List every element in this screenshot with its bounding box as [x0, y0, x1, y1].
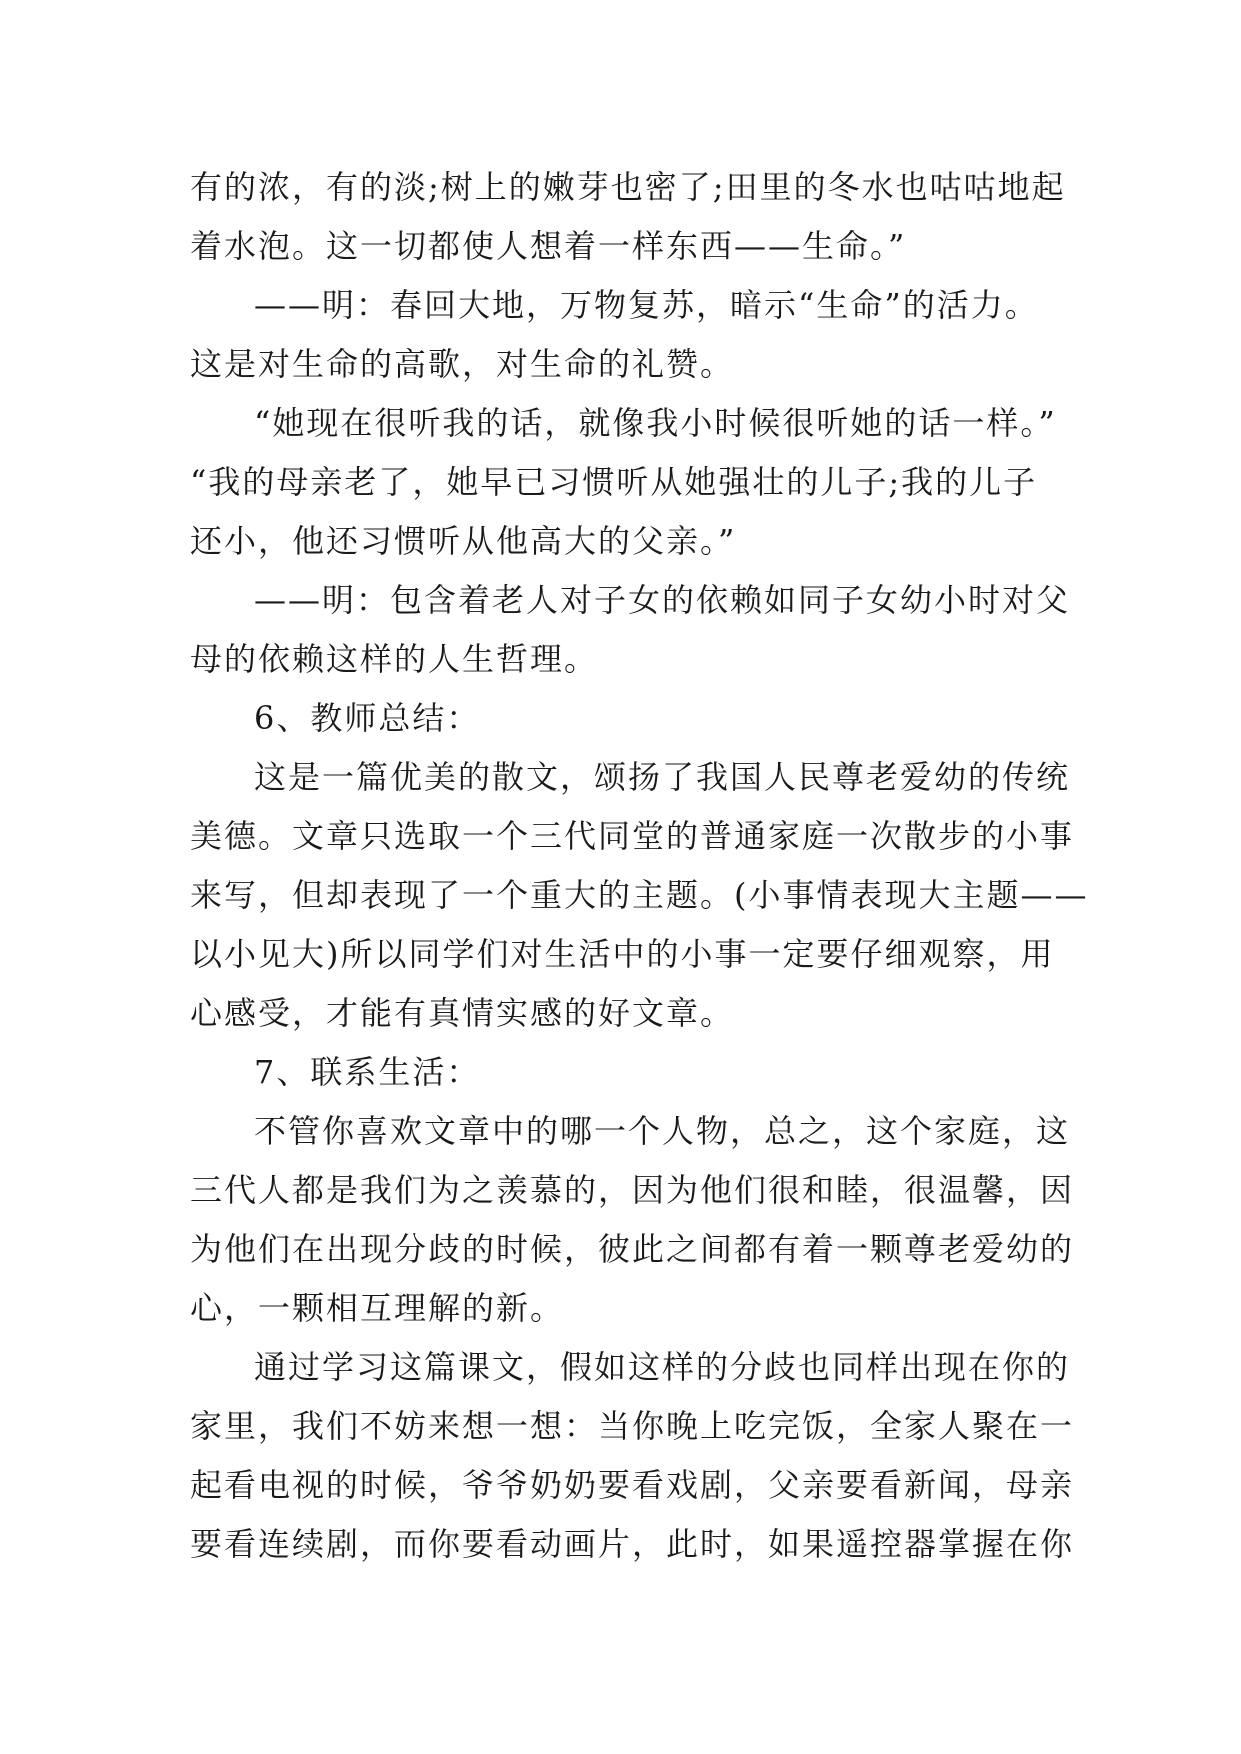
paragraph-teacher-summary — [190, 748, 1089, 1043]
text-line: 心，一颗相互理解的新。 — [190, 1289, 565, 1327]
text-line: “我的母亲老了，她早已习惯听从她强壮的儿子;我的儿子 — [190, 463, 1038, 501]
section-heading-teacher-summary — [190, 689, 1070, 748]
text-line: 通过学习这篇课文，假如这样的分歧也同样出现在你的 — [254, 1348, 1071, 1386]
text-line: 心感受，才能有真情实感的好文章。 — [190, 994, 735, 1032]
paragraph-family-scenario — [190, 1338, 1075, 1574]
heading-text: 7、联系生活： — [254, 1053, 481, 1091]
paragraph-connect-life — [190, 1102, 1075, 1338]
heading-text: 6、教师总结： — [254, 699, 481, 737]
text-line: 三代人都是我们为之羡慕的，因为他们很和睦，很温馨，因 — [190, 1171, 1075, 1209]
paragraph-analysis-spring — [190, 276, 1070, 394]
text-line: 母的依赖这样的人生哲理。 — [190, 640, 599, 678]
text-line: 着水泡。这一切都使人想着一样东西——生命。” — [190, 227, 907, 265]
paragraph-analysis-mother — [190, 571, 1070, 689]
text-line: 这是对生命的高歌，对生命的礼赞。 — [190, 345, 735, 383]
text-line: 还小，他还习惯听从他高大的父亲。” — [190, 522, 737, 560]
text-line: 家里，我们不妨来想一想：当你晚上吃完饭，全家人聚在一 — [190, 1407, 1075, 1445]
text-line: 为他们在出现分歧的时候，彼此之间都有着一颗尊老爱幼的 — [190, 1230, 1075, 1268]
text-line: 以小见大)所以同学们对生活中的小事一定要仔细观察，用 — [190, 935, 1055, 973]
text-line: 有的浓，有的淡;树上的嫩芽也密了;田里的冬水也咕咕地起 — [190, 168, 1066, 206]
text-line: 不管你喜欢文章中的哪一个人物，总之，这个家庭，这 — [254, 1112, 1071, 1150]
text-line: 这是一篇优美的散文，颂扬了我国人民尊老爱幼的传统 — [254, 758, 1071, 796]
text-line: ——明：春回大地，万物复苏，暗示“生命”的活力。 — [254, 286, 1039, 324]
text-line: 要看连续剧，而你要看动画片，此时，如果遥控器掌握在你 — [190, 1525, 1075, 1563]
text-line: 来写，但却表现了一个重大的主题。(小事情表现大主题—— — [190, 876, 1089, 914]
body-text — [190, 158, 1089, 1574]
section-heading-connect-life — [190, 1043, 1070, 1102]
text-line: 起看电视的时候，爷爷奶奶要看戏剧，父亲要看新闻，母亲 — [190, 1466, 1075, 1504]
text-line: ——明：包含着老人对子女的依赖如同子女幼小时对父 — [254, 581, 1071, 619]
paragraph-quote-mother — [190, 394, 1070, 571]
paragraph-quote-spring — [190, 158, 1070, 276]
text-line: 美德。文章只选取一个三代同堂的普通家庭一次散步的小事 — [190, 817, 1075, 855]
text-line: “她现在很听我的话，就像我小时候很听她的话一样。” — [254, 404, 1057, 442]
